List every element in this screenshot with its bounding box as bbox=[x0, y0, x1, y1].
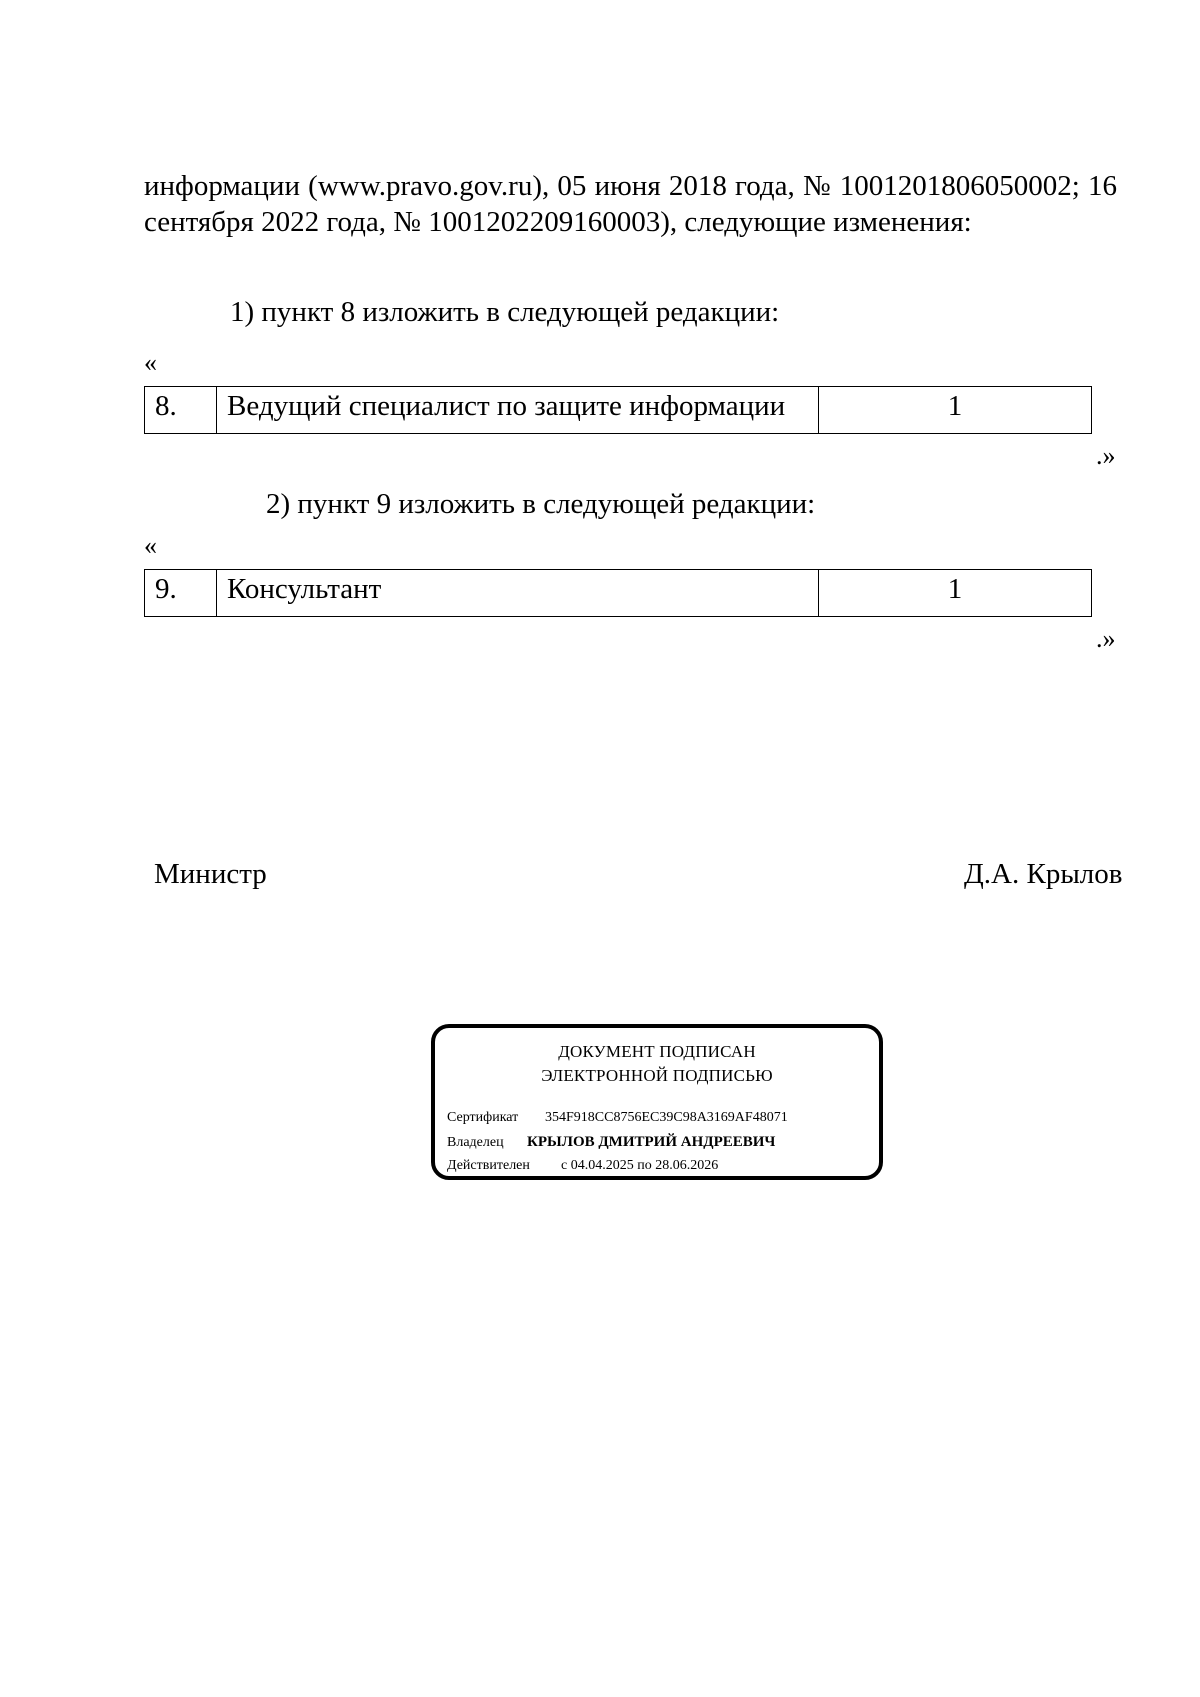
owner-value: КРЫЛОВ ДМИТРИЙ АНДРЕЕВИЧ bbox=[527, 1134, 776, 1150]
stamp-title-line2: ЭЛЕКТРОННОЙ ПОДПИСЬЮ bbox=[541, 1066, 773, 1085]
item-1-table bbox=[144, 386, 1092, 434]
certificate-label: Сертификат bbox=[447, 1110, 519, 1125]
item-2-heading: 2) пункт 9 изложить в следующей редакции: bbox=[266, 488, 816, 520]
stamp-certificate-row bbox=[447, 1108, 788, 1128]
table-row bbox=[145, 570, 1092, 617]
stamp-owner-row bbox=[447, 1132, 775, 1153]
item-2-open-quote: « bbox=[144, 531, 157, 560]
table-row bbox=[145, 387, 1092, 434]
position-name: Ведущий специалист по защите информации bbox=[217, 387, 819, 434]
row-number: 8. bbox=[145, 387, 217, 434]
row-number: 9. bbox=[145, 570, 217, 617]
intro-paragraph: информации (www.pravo.gov.ru), 05 июня 2018 года, № 1001201806050002; 16 сентября 2022 года, № 1001202209160003), следующие изменения: bbox=[144, 170, 1117, 238]
stamp-title-line1: ДОКУМЕНТ ПОДПИСАН bbox=[558, 1042, 756, 1061]
item-1-heading: 1) пункт 8 изложить в следующей редакции: bbox=[230, 296, 780, 328]
signatory-position: Министр bbox=[154, 858, 267, 890]
item-2-close-quote: .» bbox=[1096, 624, 1116, 653]
item-1-open-quote: « bbox=[144, 348, 157, 377]
electronic-signature-stamp bbox=[431, 1024, 883, 1180]
position-quantity: 1 bbox=[819, 570, 1092, 617]
position-name: Консультант bbox=[217, 570, 819, 617]
validity-value: с 04.04.2025 по 28.06.2026 bbox=[561, 1158, 719, 1173]
signatory-name: Д.А. Крылов bbox=[964, 858, 1123, 890]
item-1-close-quote: .» bbox=[1096, 441, 1116, 470]
position-quantity: 1 bbox=[819, 387, 1092, 434]
item-2-table bbox=[144, 569, 1092, 617]
stamp-validity-row bbox=[447, 1156, 718, 1176]
validity-label: Действителен bbox=[447, 1158, 530, 1173]
certificate-value: 354F918CC8756EC39C98A3169AF48071 bbox=[545, 1110, 788, 1125]
owner-label: Владелец bbox=[447, 1135, 504, 1150]
